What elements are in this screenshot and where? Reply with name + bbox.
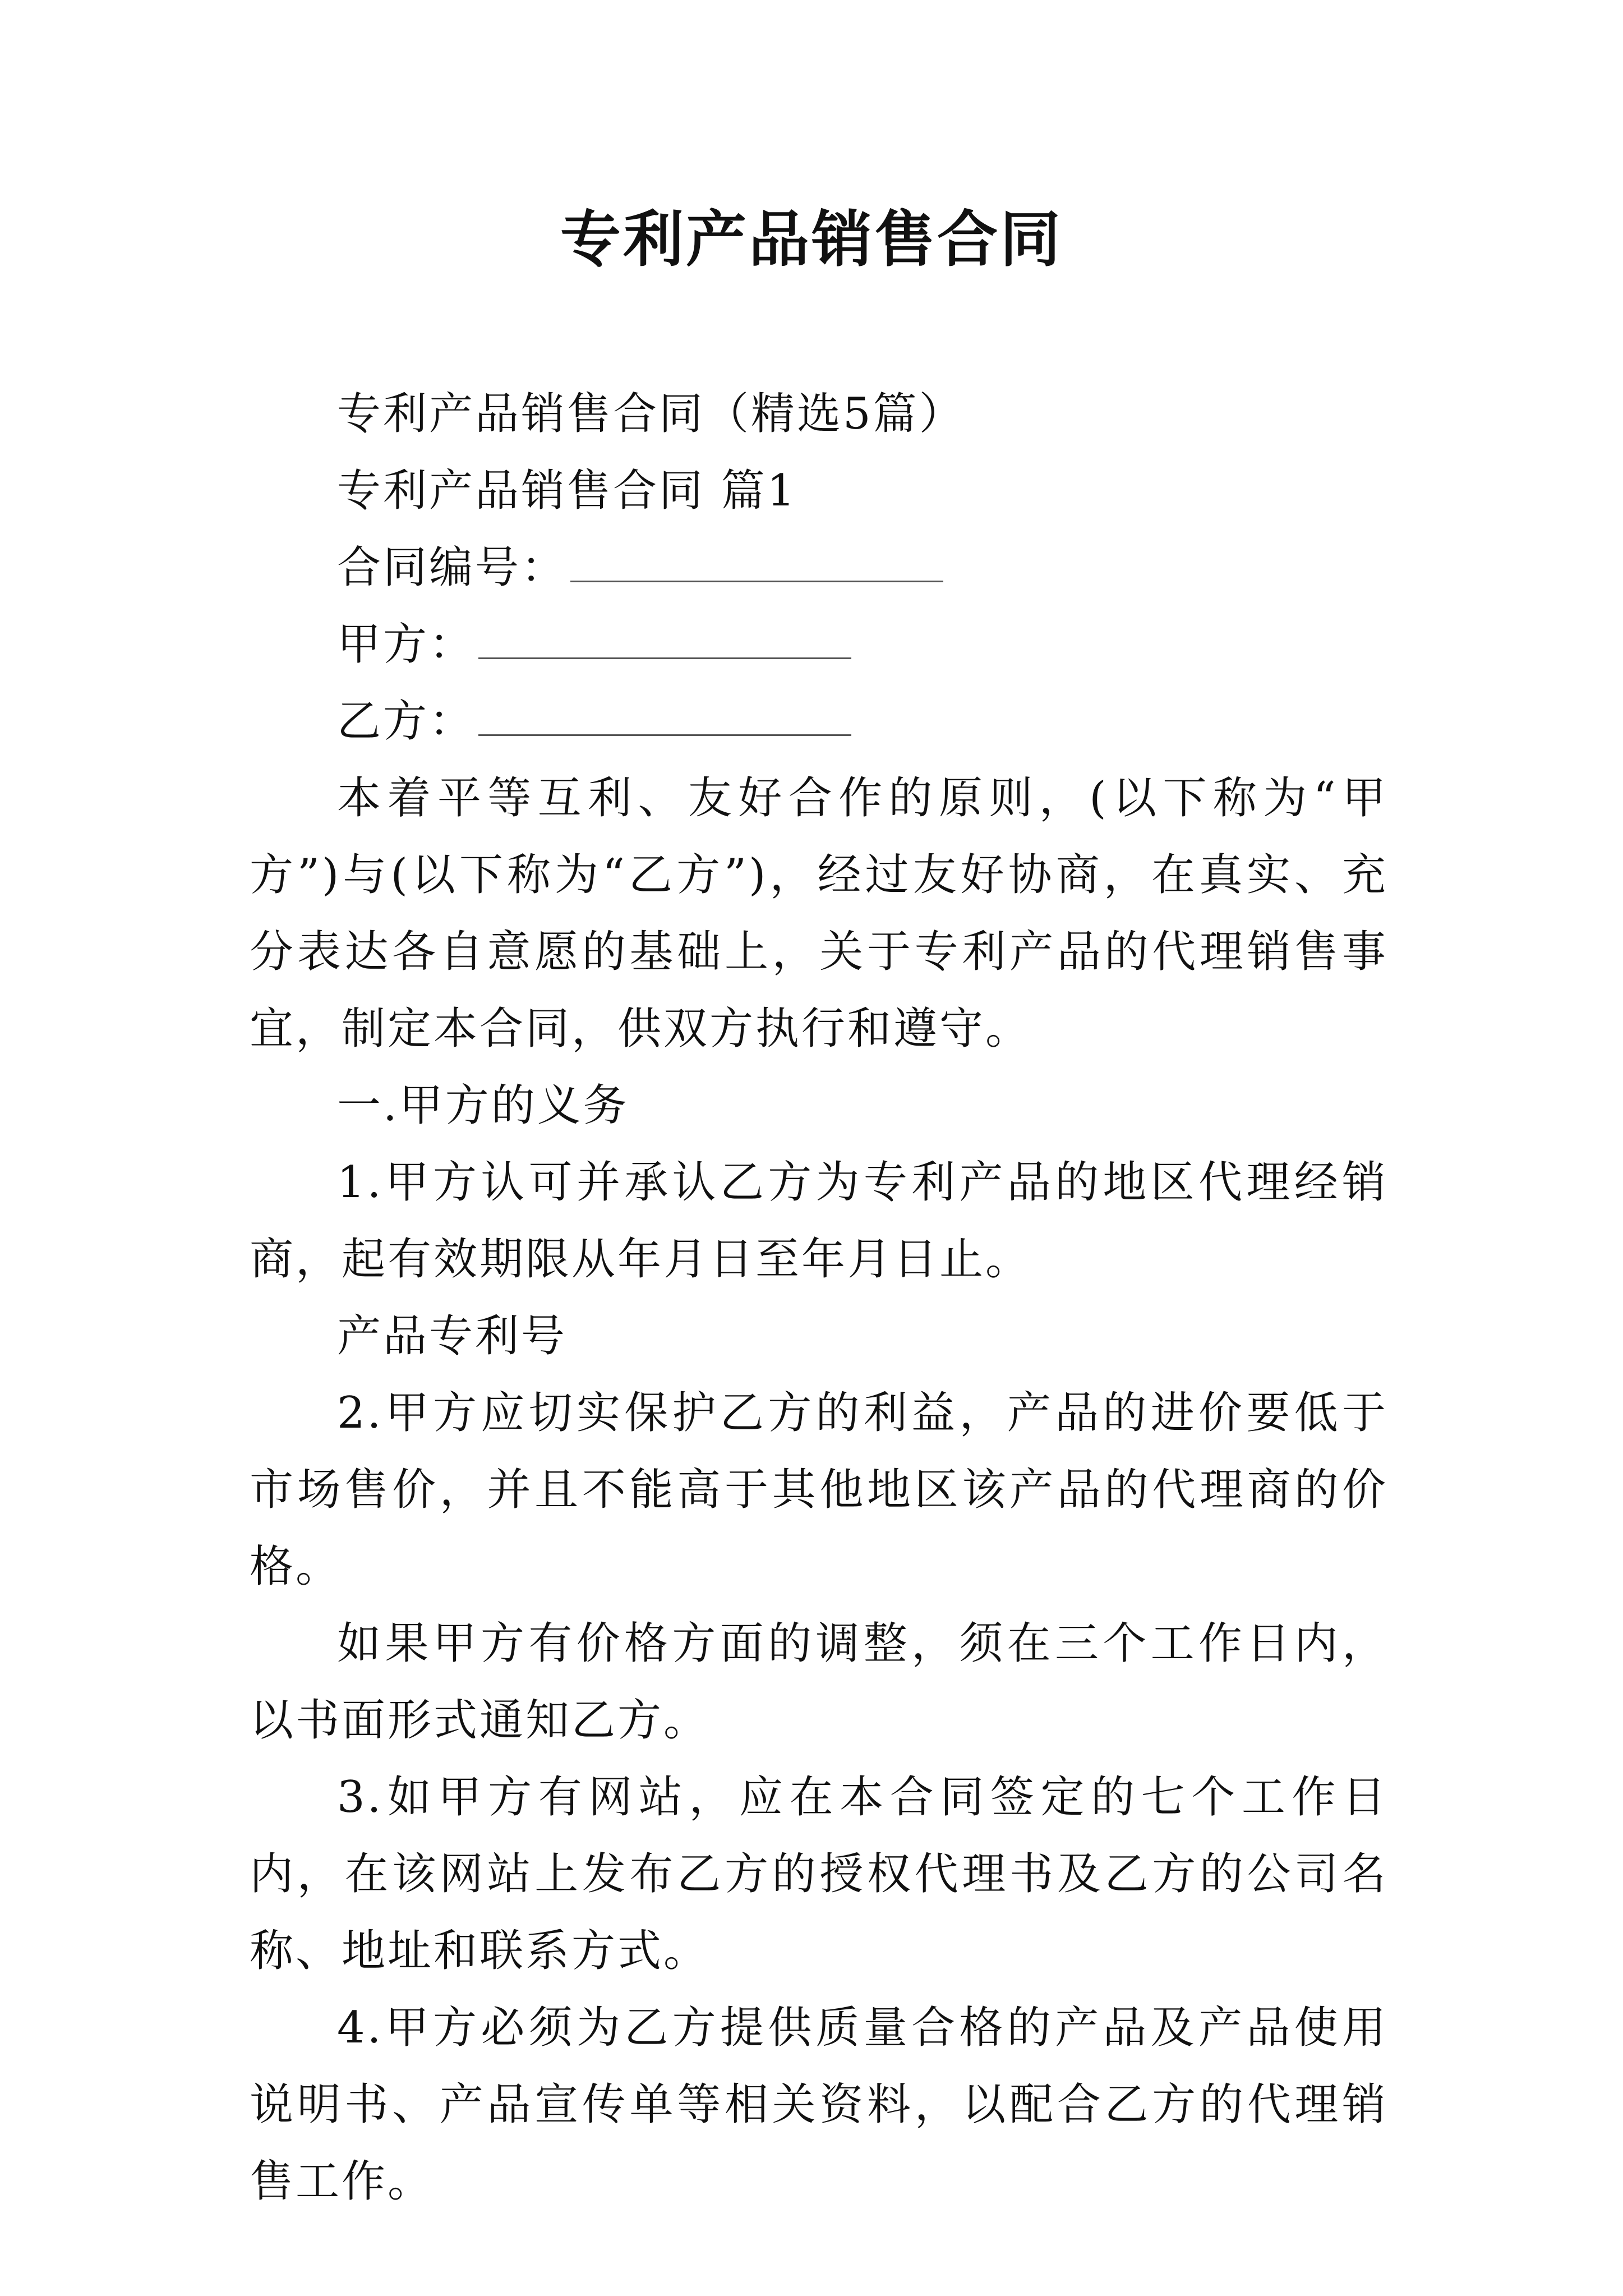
party-a-field [250, 606, 1388, 683]
contract-number-blank [570, 547, 943, 582]
party-b-field [250, 683, 1388, 760]
clause-2-note: 如果甲方有价格方面的调整，须在三个工作日内，以书面形式通知乙方。 [250, 1618, 1388, 1746]
section-heading: 专利产品销售合同 篇1 [337, 466, 797, 516]
party-b-blank [478, 701, 851, 736]
party-a-blank [478, 624, 851, 659]
contract-number-label: 合同编号： [337, 542, 568, 593]
clause-2: 2.甲方应切实保护乙方的利益，产品的进价要低于市场售价，并且不能高于其他地区该产品的代理商的价格。 [250, 1388, 1388, 1592]
party-a-label: 甲方： [337, 619, 476, 670]
document-body [250, 376, 1388, 2220]
preamble-paragraph: 本着平等互利、友好合作的原则，(以下称为“甲方”)与(以下称为“乙方”)，经过友好协商，在真实、充分表达各自意愿的基础上，关于专利产品的代理销售事宜，制定本合同，供双方执行和遵守。 [250, 773, 1388, 1054]
article-heading-party-a-obligations: 一.甲方的义务 [337, 1080, 629, 1131]
party-b-label: 乙方： [337, 696, 476, 747]
document-title: 专利产品销售合同 [560, 204, 1063, 275]
patent-number-line: 产品专利号 [337, 1311, 568, 1361]
clause-3: 3.如甲方有网站，应在本合同签定的七个工作日内，在该网站上发布乙方的授权代理书及乙方的公司名称、地址和联系方式。 [250, 1772, 1388, 1976]
contract-number-field [250, 530, 1388, 606]
clause-1: 1.甲方认可并承认乙方为专利产品的地区代理经销商，起有效期限从年月日至年月日止。 [250, 1157, 1388, 1285]
clause-4: 4.甲方必须为乙方提供质量合格的产品及产品使用说明书、产品宣传单等相关资料，以配合乙方的代理销售工作。 [250, 2003, 1388, 2207]
document-subtitle: 专利产品销售合同（精选5篇） [337, 389, 965, 439]
